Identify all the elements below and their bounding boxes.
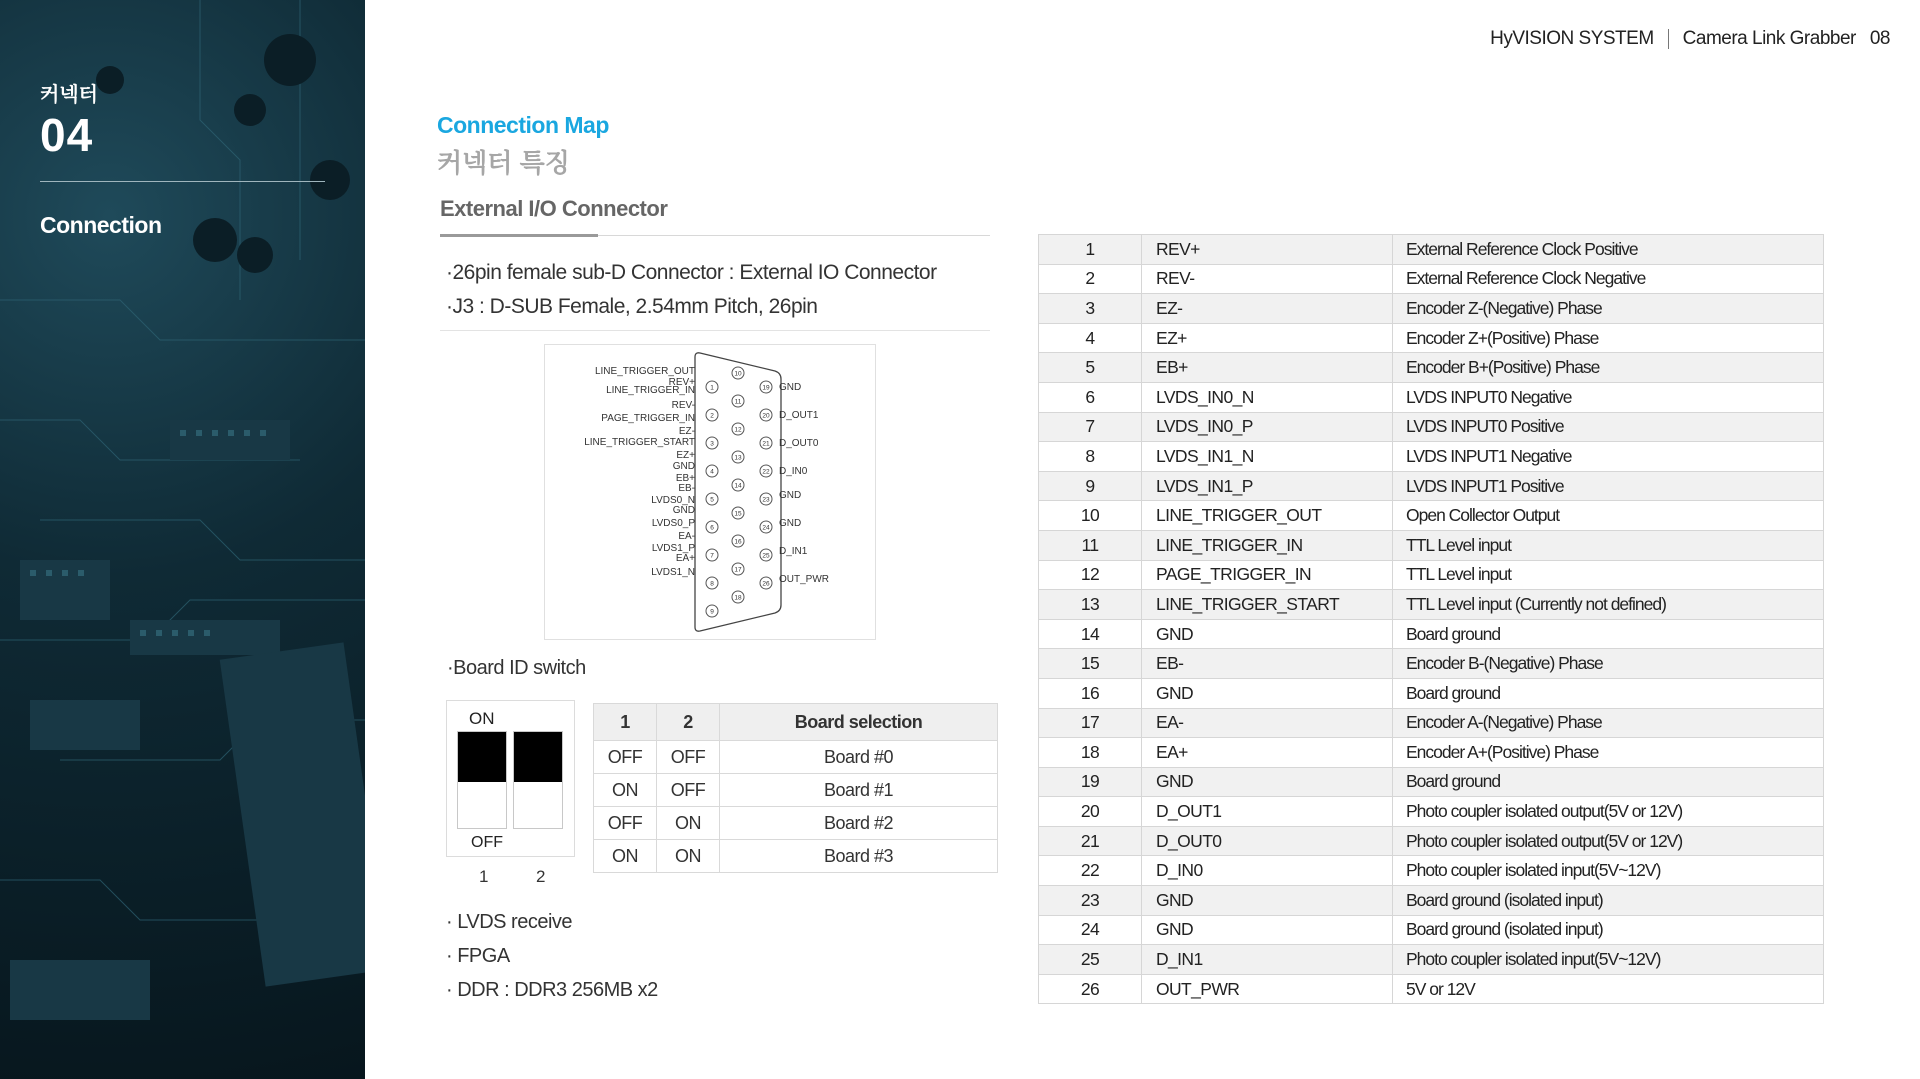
pin-row <box>1039 915 1824 945</box>
pin-row <box>1039 590 1824 620</box>
pin-signal: GND <box>1142 619 1393 649</box>
pin-number: 7 <box>1039 412 1142 442</box>
connector-pin <box>706 381 718 393</box>
pin-signal-label: D_IN0 <box>779 466 808 477</box>
pin-number: 24 <box>1039 915 1142 945</box>
table-row <box>594 807 998 840</box>
pin-signal-label: EZ+ <box>676 450 695 461</box>
pin-number-label: 25 <box>762 552 770 560</box>
board-id-heading: ·Board ID switch <box>447 657 586 679</box>
pin-row <box>1039 767 1824 797</box>
pin-number-label: 5 <box>710 496 714 504</box>
pin-signal: EB+ <box>1142 353 1393 383</box>
pin-signal: D_IN0 <box>1142 856 1393 886</box>
pin-signal-label: LINE_TRIGGER_IN <box>606 385 695 396</box>
pin-description: TTL Level input <box>1393 530 1824 560</box>
pin-signal-label: LVDS1_N <box>651 567 695 578</box>
pin-row <box>1039 323 1824 353</box>
pin-description: Photo coupler isolated input(5V~12V) <box>1393 856 1824 886</box>
column-header: 2 <box>657 704 720 741</box>
connector-pin <box>760 521 772 533</box>
pin-signal: D_OUT1 <box>1142 797 1393 827</box>
pin-number: 26 <box>1039 974 1142 1004</box>
pin-row <box>1039 886 1824 916</box>
connector-pin <box>706 493 718 505</box>
pin-signal: EA+ <box>1142 738 1393 768</box>
pin-description: External Reference Clock Negative <box>1393 264 1824 294</box>
pin-description: Photo coupler isolated output(5V or 12V) <box>1393 826 1824 856</box>
pin-row <box>1039 974 1824 1004</box>
pin-row <box>1039 560 1824 590</box>
pin-number-label: 4 <box>710 468 714 476</box>
table-cell: ON <box>594 774 657 807</box>
external-io-heading: External I/O Connector <box>440 196 668 221</box>
pin-signal: D_IN1 <box>1142 945 1393 975</box>
pin-number-label: 10 <box>734 370 742 378</box>
table-header-row <box>594 704 998 741</box>
pin-description: 5V or 12V <box>1393 974 1824 1004</box>
table-cell: Board #1 <box>720 774 998 807</box>
pin-description: Board ground <box>1393 619 1824 649</box>
table-row <box>594 741 998 774</box>
table-cell: Board #3 <box>720 840 998 873</box>
pin-row <box>1039 826 1824 856</box>
sidebar-divider <box>40 181 325 182</box>
pin-number-label: 8 <box>710 580 714 588</box>
pin-signal-label: PAGE_TRIGGER_IN <box>601 413 695 424</box>
pin-number: 3 <box>1039 294 1142 324</box>
pin-signal: LINE_TRIGGER_IN <box>1142 530 1393 560</box>
table-cell: OFF <box>657 774 720 807</box>
pin-number-label: 20 <box>762 412 770 420</box>
heading-accent <box>440 234 598 237</box>
pin-signal: LINE_TRIGGER_OUT <box>1142 501 1393 531</box>
pin-row <box>1039 264 1824 294</box>
connector-pin <box>760 437 772 449</box>
pin-row <box>1039 856 1824 886</box>
pin-number: 23 <box>1039 886 1142 916</box>
feature-item: · DDR : DDR3 256MB x2 <box>446 979 658 1001</box>
switch-2-knob <box>514 732 562 782</box>
page-header <box>1490 28 1890 50</box>
pin-number: 15 <box>1039 649 1142 679</box>
connector-pin <box>732 367 744 379</box>
pin-signal-label: GND <box>672 461 695 472</box>
sidebar-panel <box>0 0 365 1079</box>
table-row <box>594 774 998 807</box>
pin-number-label: 14 <box>734 482 742 490</box>
pin-number: 19 <box>1039 767 1142 797</box>
pin-signal-label: GND <box>779 518 802 529</box>
section-number: 04 <box>40 109 94 161</box>
feature-item: · LVDS receive <box>446 911 573 933</box>
pin-number: 8 <box>1039 442 1142 472</box>
pin-number-label: 19 <box>762 384 770 392</box>
connector-pin <box>732 535 744 547</box>
pin-row <box>1039 678 1824 708</box>
pin-number: 25 <box>1039 945 1142 975</box>
pin-signal: EA- <box>1142 708 1393 738</box>
pin-signal: PAGE_TRIGGER_IN <box>1142 560 1393 590</box>
pin-signal: D_OUT0 <box>1142 826 1393 856</box>
pin-signal: REV+ <box>1142 235 1393 265</box>
pin-number-label: 7 <box>710 552 714 560</box>
pin-row <box>1039 382 1824 412</box>
pin-signal-label: OUT_PWR <box>779 574 829 585</box>
feature-item: · FPGA <box>446 945 510 967</box>
pin-number-label: 23 <box>762 496 770 504</box>
connector-pin <box>732 507 744 519</box>
pin-signal-label: EZ- <box>678 426 695 437</box>
pin-row <box>1039 530 1824 560</box>
pin-signal: EZ- <box>1142 294 1393 324</box>
pin-signal: OUT_PWR <box>1142 974 1393 1004</box>
pin-number-label: 12 <box>734 426 742 434</box>
product-name: Camera Link Grabber <box>1682 28 1856 49</box>
pin-number-label: 16 <box>734 538 742 546</box>
pin-number-label: 21 <box>762 440 770 448</box>
pin-signal: LVDS_IN1_N <box>1142 442 1393 472</box>
connector-pin <box>732 451 744 463</box>
pin-number: 9 <box>1039 471 1142 501</box>
pin-row <box>1039 353 1824 383</box>
bullet-item: ·J3 : D-SUB Female, 2.54mm Pitch, 26pin <box>446 295 818 318</box>
pin-description: LVDS INPUT1 Negative <box>1393 442 1824 472</box>
pin-signal-label: REV+ <box>668 377 695 388</box>
pin-signal: REV- <box>1142 264 1393 294</box>
pin-row <box>1039 738 1824 768</box>
table-cell: ON <box>594 840 657 873</box>
pin-row <box>1039 294 1824 324</box>
pin-signal: GND <box>1142 678 1393 708</box>
connector-pin <box>760 549 772 561</box>
pin-number: 10 <box>1039 501 1142 531</box>
external-io-bullets <box>446 256 937 324</box>
table-cell: OFF <box>594 741 657 774</box>
pin-description: TTL Level input <box>1393 560 1824 590</box>
table-cell: Board #2 <box>720 807 998 840</box>
pin-row <box>1039 619 1824 649</box>
pin-number: 21 <box>1039 826 1142 856</box>
table-cell: OFF <box>594 807 657 840</box>
pin-signal: LVDS_IN0_P <box>1142 412 1393 442</box>
connector-pin <box>760 465 772 477</box>
switch-1 <box>457 731 507 829</box>
pin-signal: LVDS_IN0_N <box>1142 382 1393 412</box>
pin-signal-label: D_IN1 <box>779 546 808 557</box>
section-title: Connection <box>40 212 162 238</box>
pin-row <box>1039 235 1824 265</box>
connector-pin <box>706 409 718 421</box>
pin-description: Board ground (isolated input) <box>1393 886 1824 916</box>
pin-number: 11 <box>1039 530 1142 560</box>
pin-description: Board ground (isolated input) <box>1393 915 1824 945</box>
pin-signal: GND <box>1142 915 1393 945</box>
pin-number: 14 <box>1039 619 1142 649</box>
pin-signal: EB- <box>1142 649 1393 679</box>
pin-signal-label: D_OUT0 <box>779 438 819 449</box>
pin-description: Open Collector Output <box>1393 501 1824 531</box>
connector-pin <box>732 479 744 491</box>
pin-signal-label: GND <box>779 382 802 393</box>
connector-pin <box>760 409 772 421</box>
page-number: 08 <box>1869 28 1890 49</box>
table-row <box>594 840 998 873</box>
pin-number-label: 11 <box>734 398 742 406</box>
column-header: Board selection <box>720 704 998 741</box>
pin-number-label: 1 <box>710 384 714 392</box>
header-divider <box>1668 29 1669 49</box>
pin-number: 12 <box>1039 560 1142 590</box>
pin-row <box>1039 442 1824 472</box>
pin-description: Board ground <box>1393 767 1824 797</box>
connector-pin <box>732 423 744 435</box>
switch-2 <box>513 731 563 829</box>
pin-row <box>1039 471 1824 501</box>
pin-row <box>1039 797 1824 827</box>
pin-signal-label: D_OUT1 <box>779 410 819 421</box>
table-cell: ON <box>657 807 720 840</box>
pin-number: 2 <box>1039 264 1142 294</box>
connector-pin <box>706 521 718 533</box>
pin-description: TTL Level input (Currently not defined) <box>1393 590 1824 620</box>
pin-number: 18 <box>1039 738 1142 768</box>
table-cell: OFF <box>657 741 720 774</box>
board-selection-table <box>593 703 998 873</box>
connector-pin <box>732 563 744 575</box>
pin-row <box>1039 708 1824 738</box>
pin-signal-label: LVDS0_N <box>651 495 695 506</box>
pin-description: Encoder B+(Positive) Phase <box>1393 353 1824 383</box>
pin-signal-label: LINE_TRIGGER_START <box>584 437 695 448</box>
pin-description: Photo coupler isolated output(5V or 12V) <box>1393 797 1824 827</box>
connector-pin <box>706 605 718 617</box>
pin-number-label: 24 <box>762 524 770 532</box>
bullet-item: ·26pin female sub-D Connector : External IO Connector <box>446 261 937 284</box>
connector-pin <box>760 381 772 393</box>
pin-number: 5 <box>1039 353 1142 383</box>
pin-signal-label: EA+ <box>675 553 695 564</box>
pin-number: 13 <box>1039 590 1142 620</box>
pin-row <box>1039 945 1824 975</box>
pin-number-label: 18 <box>734 594 742 602</box>
connector-diagram <box>544 344 876 640</box>
feature-list <box>446 905 658 1007</box>
connector-pin <box>706 437 718 449</box>
pin-description: Encoder Z-(Negative) Phase <box>1393 294 1824 324</box>
pin-description: Encoder A+(Positive) Phase <box>1393 738 1824 768</box>
pin-description: LVDS INPUT0 Positive <box>1393 412 1824 442</box>
pin-signal-label: EA- <box>678 531 695 542</box>
pin-description: LVDS INPUT0 Negative <box>1393 382 1824 412</box>
connector-pin <box>732 591 744 603</box>
connector-pin <box>706 549 718 561</box>
pin-description: LVDS INPUT1 Positive <box>1393 471 1824 501</box>
page-title: Connection Map <box>437 112 609 138</box>
table-cell: ON <box>657 840 720 873</box>
pin-description: Board ground <box>1393 678 1824 708</box>
pin-signal: GND <box>1142 767 1393 797</box>
pin-number-label: 15 <box>734 510 742 518</box>
pin-number-label: 3 <box>710 440 714 448</box>
switch-off-label: OFF <box>471 834 503 851</box>
pin-number-label: 17 <box>734 566 742 574</box>
pin-signal-label: EB+ <box>675 473 695 484</box>
pin-description: Encoder Z+(Positive) Phase <box>1393 323 1824 353</box>
switch-1-knob <box>458 732 506 782</box>
pin-description: Photo coupler isolated input(5V~12V) <box>1393 945 1824 975</box>
pin-signal-label: LVDS0_P <box>651 518 695 529</box>
section-korean-label: 커넥터 <box>40 84 98 106</box>
pin-number: 22 <box>1039 856 1142 886</box>
dip-switch <box>446 700 575 857</box>
connector-pin <box>706 577 718 589</box>
pin-number: 17 <box>1039 708 1142 738</box>
pin-signal: GND <box>1142 886 1393 916</box>
section-divider <box>440 330 990 331</box>
pin-number-label: 9 <box>710 608 714 616</box>
column-header: 1 <box>594 704 657 741</box>
connector-pin <box>760 577 772 589</box>
switch-on-label: ON <box>469 709 495 728</box>
pin-row <box>1039 412 1824 442</box>
pin-row <box>1039 501 1824 531</box>
pin-description: Encoder B-(Negative) Phase <box>1393 649 1824 679</box>
pin-number: 1 <box>1039 235 1142 265</box>
switch-number-1: 1 <box>479 867 489 886</box>
connector-pin <box>706 465 718 477</box>
pin-number-label: 13 <box>734 454 742 462</box>
pin-signal: EZ+ <box>1142 323 1393 353</box>
pin-signal: LVDS_IN1_P <box>1142 471 1393 501</box>
pin-signal-label: GND <box>779 490 802 501</box>
pin-signal-label: LVDS1_P <box>651 543 695 554</box>
pin-number: 16 <box>1039 678 1142 708</box>
pin-number-label: 26 <box>762 580 770 588</box>
brand-name: HyVISION SYSTEM <box>1490 28 1654 49</box>
pin-description: Encoder A-(Negative) Phase <box>1393 708 1824 738</box>
pin-number-label: 22 <box>762 468 770 476</box>
connector-pinout-svg <box>545 345 875 639</box>
pin-description: External Reference Clock Positive <box>1393 235 1824 265</box>
pin-number: 20 <box>1039 797 1142 827</box>
pin-number: 6 <box>1039 382 1142 412</box>
pin-row <box>1039 649 1824 679</box>
pin-assignment-table <box>1038 234 1824 1004</box>
table-cell: Board #0 <box>720 741 998 774</box>
pin-number-label: 6 <box>710 524 714 532</box>
connector-pin <box>732 395 744 407</box>
pin-signal-label: GND <box>672 505 695 516</box>
switch-number-2: 2 <box>536 867 546 886</box>
pin-number-label: 2 <box>710 412 714 420</box>
page-subtitle: 커넥터 특징 <box>437 148 570 178</box>
connector-pin <box>760 493 772 505</box>
pin-signal-label: REV- <box>671 400 695 411</box>
pin-signal-label: LINE_TRIGGER_OUT <box>594 366 695 377</box>
pin-signal-label: EB- <box>678 483 695 494</box>
pin-number: 4 <box>1039 323 1142 353</box>
pin-signal: LINE_TRIGGER_START <box>1142 590 1393 620</box>
